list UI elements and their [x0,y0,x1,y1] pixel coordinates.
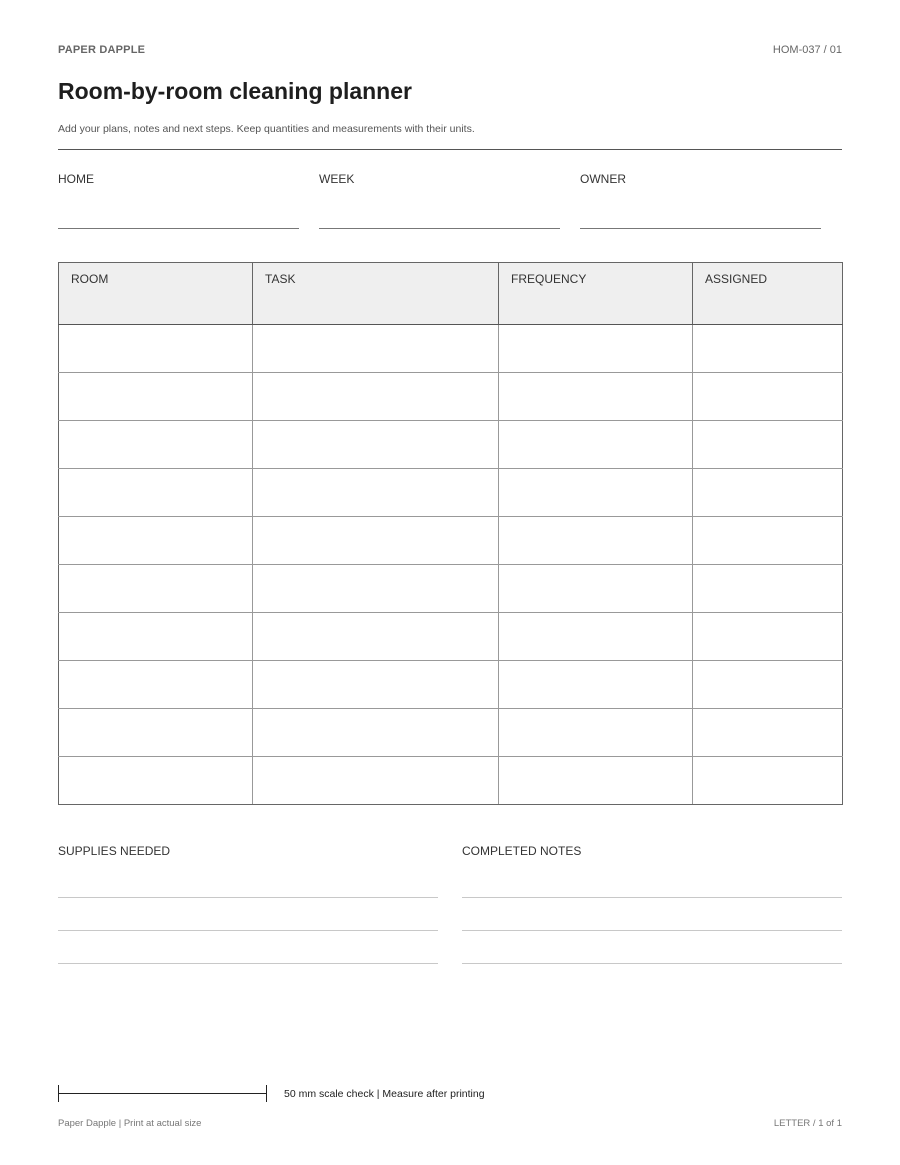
room-cell[interactable] [59,469,253,517]
home-write-line[interactable] [58,228,299,229]
task-cell[interactable] [253,517,499,565]
room-cell[interactable] [59,709,253,757]
frequency-cell[interactable] [499,757,693,805]
frequency-cell[interactable] [499,373,693,421]
scale-bar-end-tick [266,1085,267,1102]
table-row [59,709,843,757]
table-row [59,421,843,469]
frequency-cell[interactable] [499,709,693,757]
frequency-cell[interactable] [499,661,693,709]
week-field[interactable] [319,172,560,186]
column-header-task: TASK [253,263,499,325]
week-write-line[interactable] [319,228,560,229]
frequency-cell[interactable] [499,565,693,613]
completed-notes-write-line[interactable] [462,930,842,931]
task-cell[interactable] [253,565,499,613]
assigned-cell[interactable] [693,565,843,613]
task-cell[interactable] [253,373,499,421]
completed-notes-write-line[interactable] [462,897,842,898]
owner-field[interactable] [580,172,821,186]
page-title: Room-by-room cleaning planner [58,78,412,104]
owner-write-line[interactable] [580,228,821,229]
owner-label: OWNER [580,172,626,186]
completed-notes-write-line[interactable] [462,963,842,964]
table-row [59,517,843,565]
column-header-assigned: ASSIGNED [693,263,843,325]
table-row [59,661,843,709]
page-subtitle: Add your plans, notes and next steps. Keep quantities and measurements with their units. [58,123,475,135]
room-cell[interactable] [59,373,253,421]
home-field[interactable] [58,172,299,186]
completed-notes-section [462,844,842,858]
scale-bar [58,1085,268,1103]
column-header-room: ROOM [59,263,253,325]
scale-bar-start-tick [58,1085,59,1102]
table-row [59,373,843,421]
brand-name: PAPER DAPPLE [58,44,146,56]
assigned-cell[interactable] [693,613,843,661]
header-divider [58,149,842,150]
room-cell[interactable] [59,757,253,805]
supplies-needed-label: SUPPLIES NEEDED [58,844,171,858]
assigned-cell[interactable] [693,661,843,709]
assigned-cell[interactable] [693,325,843,373]
task-cell[interactable] [253,757,499,805]
frequency-cell[interactable] [499,517,693,565]
room-cell[interactable] [59,613,253,661]
room-cell[interactable] [59,661,253,709]
supplies-write-line[interactable] [58,963,438,964]
frequency-cell[interactable] [499,613,693,661]
room-cell[interactable] [59,565,253,613]
assigned-cell[interactable] [693,373,843,421]
table-row [59,469,843,517]
week-label: WEEK [319,172,355,186]
table-header-row [59,263,843,325]
task-cell[interactable] [253,709,499,757]
scale-check-text: 50 mm scale check | Measure after printing [284,1088,485,1100]
assigned-cell[interactable] [693,709,843,757]
supplies-write-line[interactable] [58,897,438,898]
table-row [59,325,843,373]
table-row [59,757,843,805]
table-row [59,613,843,661]
cleaning-table [58,262,843,805]
assigned-cell[interactable] [693,517,843,565]
frequency-cell[interactable] [499,469,693,517]
task-cell[interactable] [253,325,499,373]
assigned-cell[interactable] [693,469,843,517]
assigned-cell[interactable] [693,757,843,805]
frequency-cell[interactable] [499,325,693,373]
table-row [59,565,843,613]
task-cell[interactable] [253,661,499,709]
footer-brand-note: Paper Dapple | Print at actual size [58,1118,202,1129]
frequency-cell[interactable] [499,421,693,469]
room-cell[interactable] [59,421,253,469]
supplies-write-line[interactable] [58,930,438,931]
supplies-needed-section [58,844,438,858]
scale-bar-line [58,1093,267,1094]
assigned-cell[interactable] [693,421,843,469]
home-label: HOME [58,172,94,186]
room-cell[interactable] [59,517,253,565]
task-cell[interactable] [253,421,499,469]
completed-notes-label: COMPLETED NOTES [462,844,582,858]
column-header-frequency: FREQUENCY [499,263,693,325]
footer-page-info: LETTER / 1 of 1 [773,1118,842,1129]
document-id: HOM-037 / 01 [772,44,842,56]
task-cell[interactable] [253,469,499,517]
task-cell[interactable] [253,613,499,661]
room-cell[interactable] [59,325,253,373]
